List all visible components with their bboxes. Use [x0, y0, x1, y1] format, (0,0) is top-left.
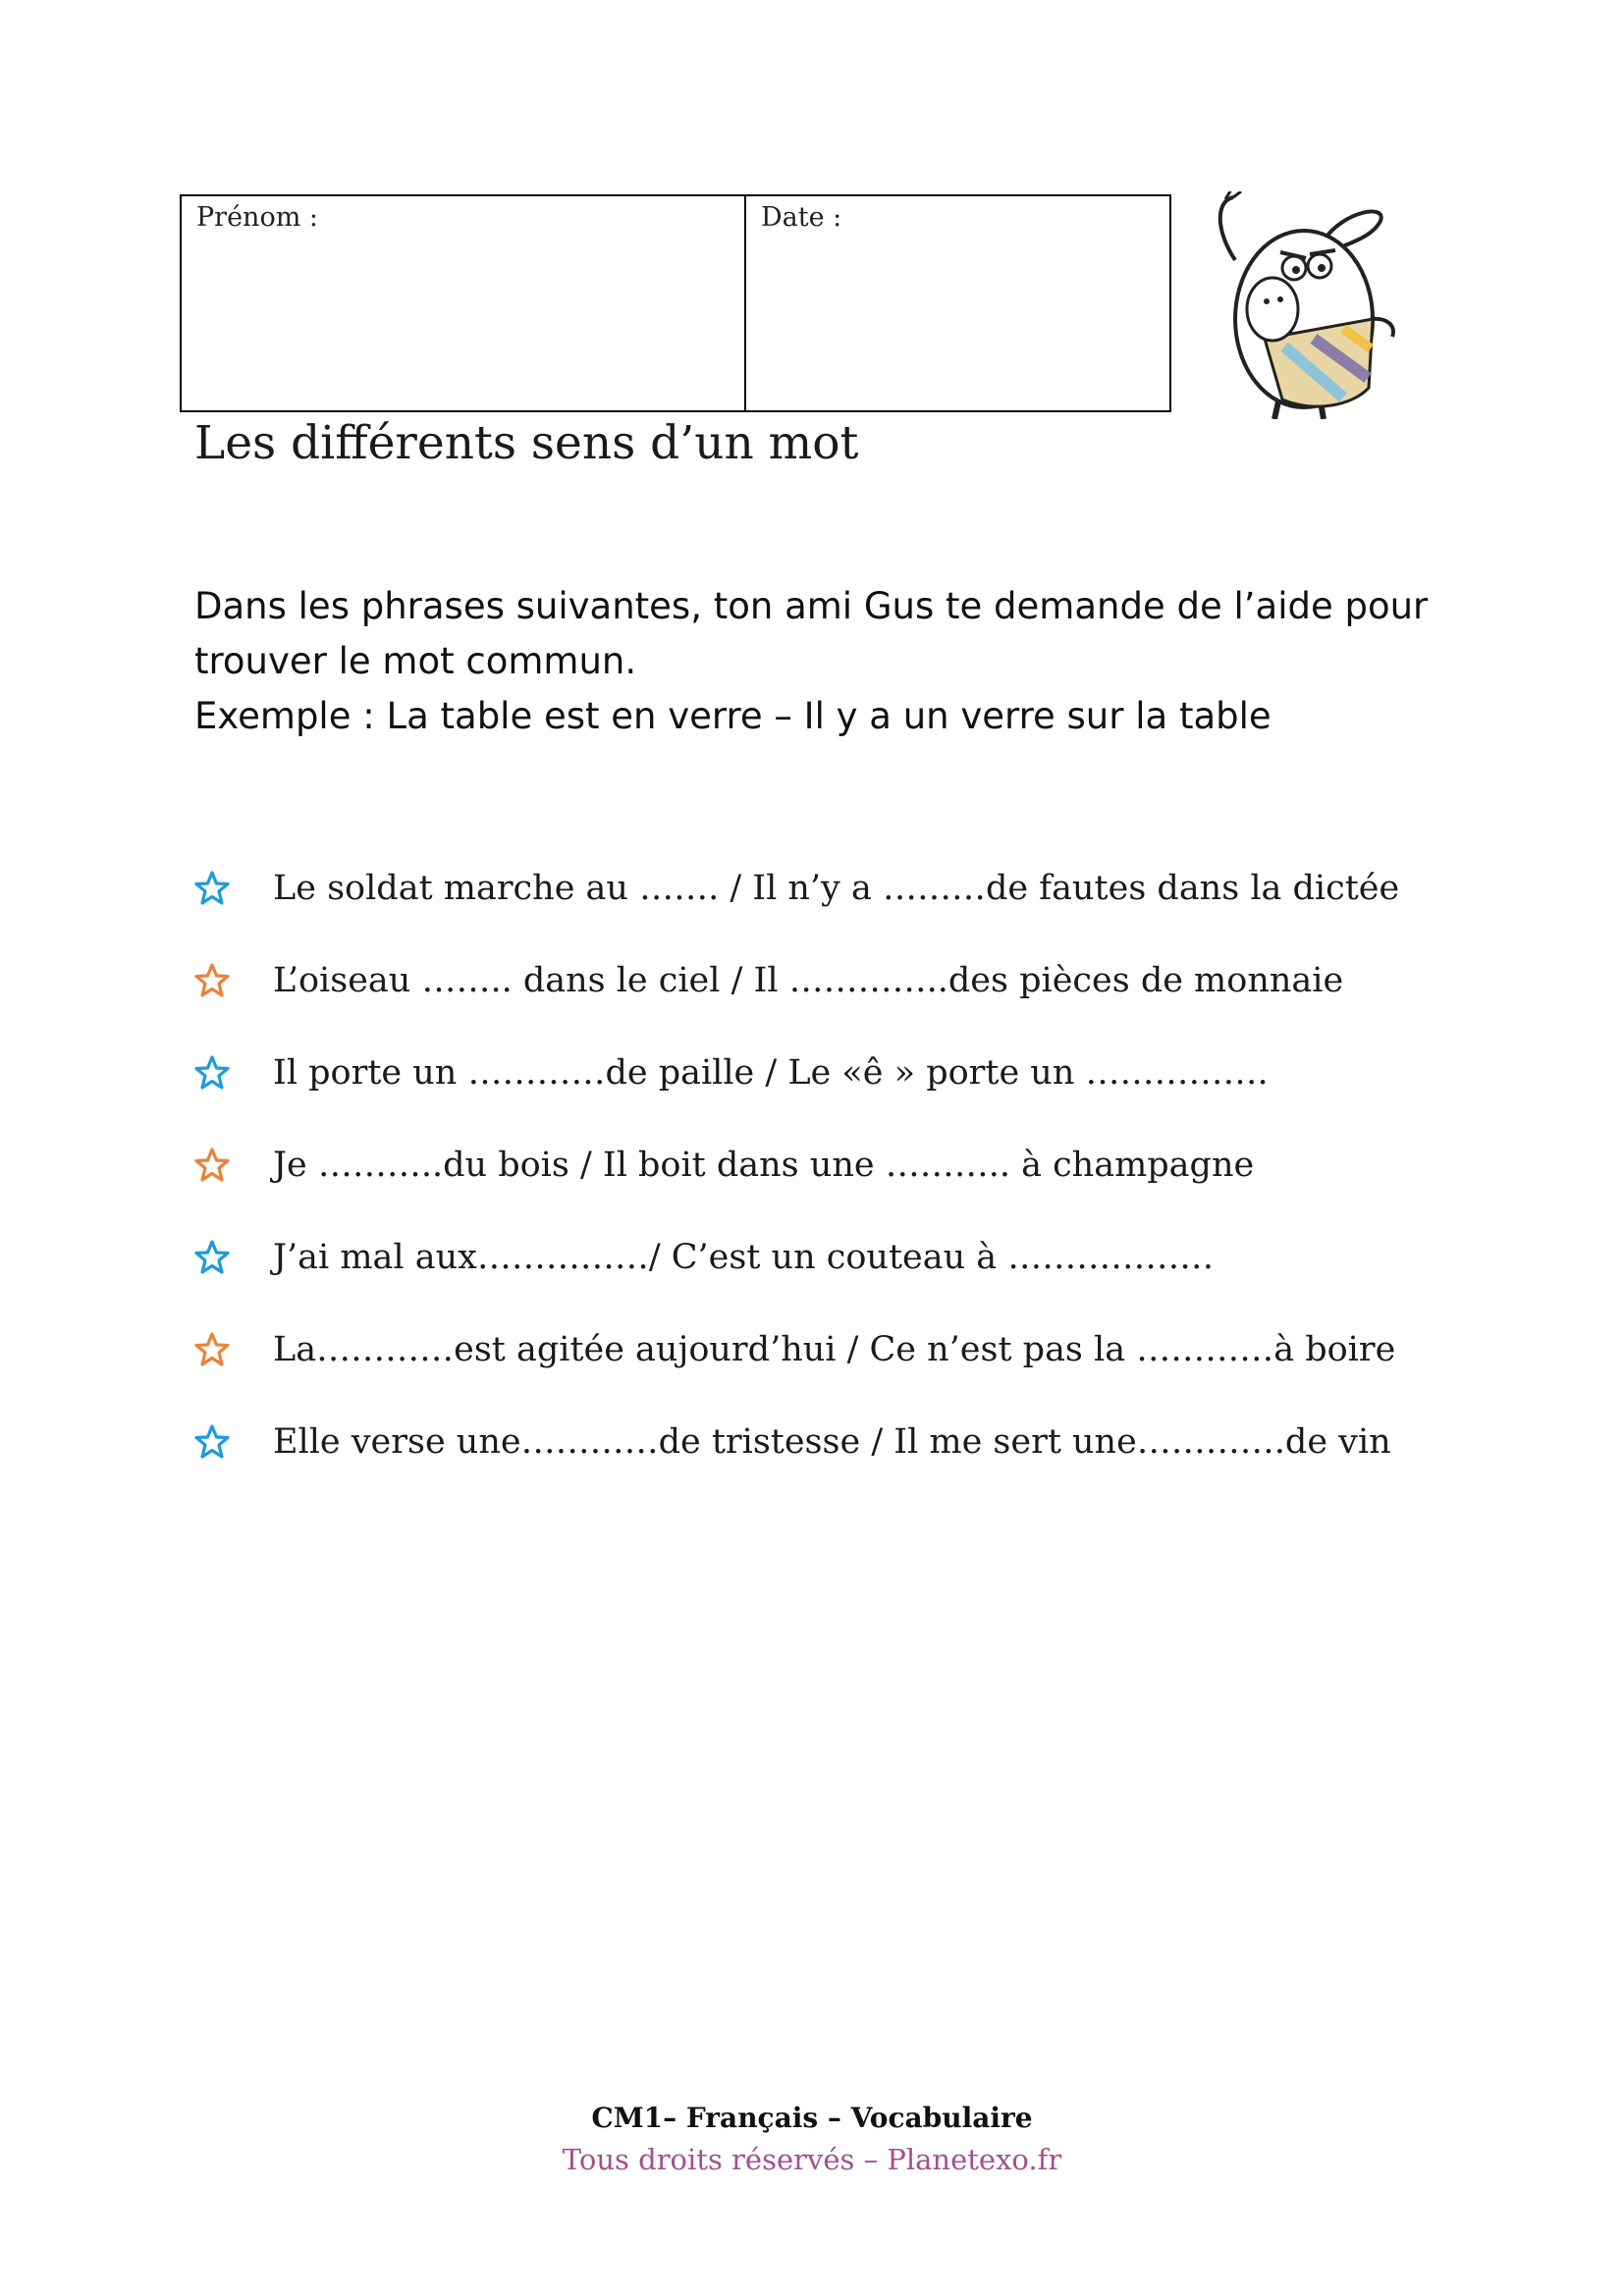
instructions [194, 579, 1432, 744]
first-name-field[interactable] [182, 196, 746, 410]
exercise-text: J’ai mal aux……………/ C’est un couteau à ……………… [273, 1238, 1215, 1277]
exercise-item [194, 1396, 1471, 1488]
exercise-text: Je ………..du bois / Il boit dans une ……….. à champagne [273, 1146, 1255, 1185]
exercise-item [194, 842, 1471, 934]
star-orange-icon [194, 1332, 230, 1367]
date-field[interactable] [746, 196, 1169, 410]
star-blue-icon [194, 1055, 230, 1091]
star-orange-icon [194, 1148, 230, 1183]
star-orange-icon [194, 963, 230, 998]
exercise-text: Le soldat marche au ……. / Il n’y a ………de fautes dans la dictée [273, 869, 1400, 908]
exercise-text: Il porte un …………de paille / Le «ê » porte un ……………. [273, 1053, 1269, 1093]
star-blue-icon [194, 1240, 230, 1275]
footer-subject: CM1– Français – Vocabulaire [591, 2102, 1033, 2134]
star-blue-icon [194, 1424, 230, 1460]
exercise-list [194, 842, 1471, 1488]
star-blue-icon [194, 871, 230, 906]
exercise-item [194, 1211, 1471, 1304]
exercise-text: Elle verse une…………de tristesse / Il me sert une………….de vin [273, 1422, 1391, 1462]
first-name-label: Prénom : [196, 202, 318, 233]
date-label: Date : [761, 202, 842, 233]
exercise-item [194, 1027, 1471, 1119]
footer-copyright: Tous droits réservés – Planetexo.fr [562, 2143, 1062, 2176]
exercise-item [194, 1119, 1471, 1211]
exercise-text: La…………est agitée aujourd’hui / Ce n’est pas la …………à boire [273, 1330, 1396, 1369]
exercise-text: L’oiseau …….. dans le ciel / Il …………..des pièces de monnaie [273, 961, 1344, 1000]
instructions-line-1: Dans les phrases suivantes, ton ami Gus te demande de l’aide pour [194, 585, 1429, 627]
exercise-item [194, 934, 1471, 1027]
gus-mascot-illustration [1196, 191, 1414, 419]
exercise-item [194, 1304, 1471, 1396]
instructions-example: Exemple : La table est en verre – Il y a un verre sur la table [194, 695, 1272, 737]
name-date-box [180, 194, 1171, 412]
instructions-line-2: trouver le mot commun. [194, 640, 637, 682]
page-title: Les différents sens d’un mot [194, 416, 859, 470]
